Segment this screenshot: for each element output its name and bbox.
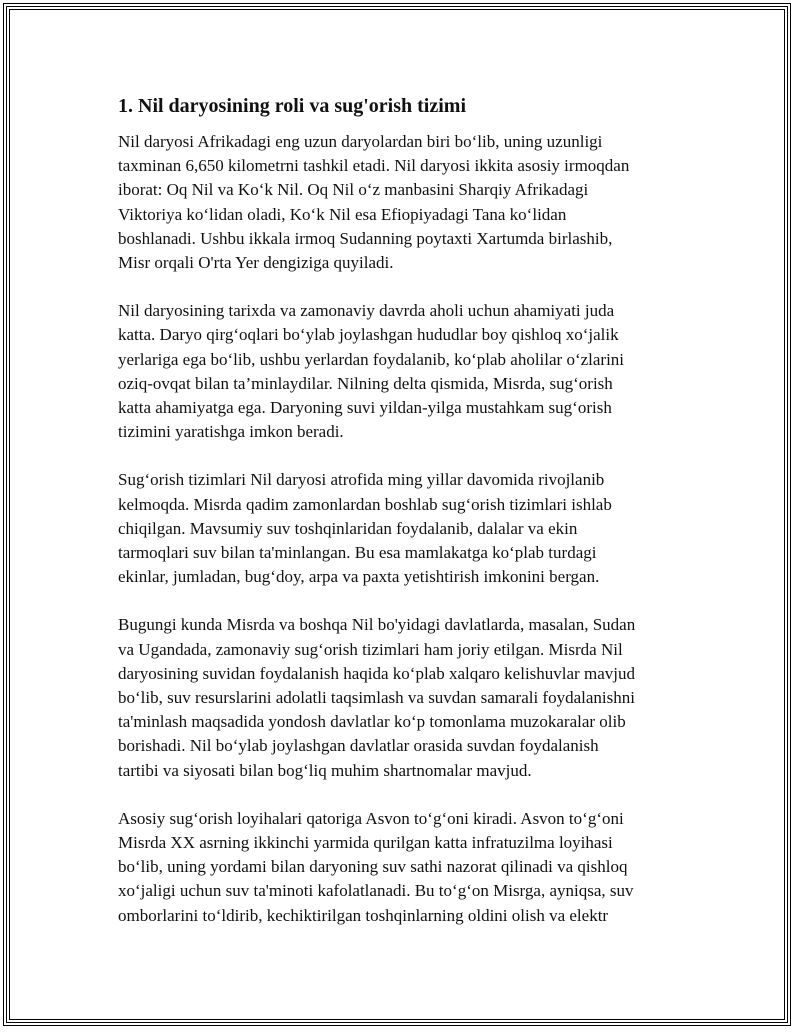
section-heading: 1. Nil daryosining roli va sug'orish tizimi bbox=[118, 95, 466, 117]
paragraph-irrigation-history: Sug‘orish tizimlari Nil daryosi atrofida ming yillar davomida rivojlanib kelmoqda. Misrda qadim zamonlardan boshlab sug‘orish tizimlari ishlab chiqilgan. Mavsumiy suv toshqinlaridan foydalanib, dalalar va ekin tarmoqlari suv bilan ta'minlangan. Bu esa mamlakatga ko‘plab turdagi ekinlar, jumladan, bug‘doy, arpa va paxta yetishtirish imkonini bergan. bbox=[118, 470, 612, 587]
paragraph-modern-irrigation: Bugungi kunda Misrda va boshqa Nil bo'yidagi davlatlarda, masalan, Sudan va Ugandada, zamonaviy sug‘orish tizimlari ham joriy etilgan. Misrda Nil daryosining suvidan foydalanish haqida ko‘plab xalqaro kelishuvlar mavjud bo‘lib, suv resurslarini adolatli taqsimlash va suvdan samarali foydalanishni ta'minlash maqsadida yondosh davlatlar ko‘p tomonlama muzokaralar olib borishadi. Nil bo‘ylab joylashgan davlatlar orasida suvdan foydalanish tartibi va siyosati bilan bog‘liq muhim shartnomalar mavjud. bbox=[118, 615, 636, 780]
paragraph-nile-overview: Nil daryosi Afrikadagi eng uzun daryolardan biri bo‘lib, uning uzunligi taxminan 6,650 kilometrni tashkil etadi. Nil daryosi ikkita asosiy irmoqdan iborat: Oq Nil va Ko‘k Nil. Oq Nil o‘z manbasini Sharqiy Afrikadagi Viktoriya ko‘lidan oladi, Ko‘k Nil esa Efiopiyadagi Tana ko‘lidan boshlanadi. Ushbu ikkala irmoq Sudanning poytaxti Xartumda birlashib, Misr orqali O'rta Yer dengiziga quyiladi. bbox=[118, 132, 630, 273]
document-body bbox=[118, 92, 688, 952]
paragraph-aswan-dam: Asosiy sug‘orish loyihalari qatoriga Asvon to‘g‘oni kiradi. Asvon to‘g‘oni Misrda XX asrning ikkinchi yarmida qurilgan katta infratuzilma loyihasi bo‘lib, uning yordami bilan daryoning suv sathi nazorat qilinadi va qishloq xo‘jaligi uchun suv ta'minoti kafolatlanadi. Bu to‘g‘on Misrga, ayniqsa, suv omborlarini to‘ldirib, kechiktirilgan toshqinlarning oldini olish va elektr bbox=[118, 808, 634, 925]
paragraph-nile-importance: Nil daryosining tarixda va zamonaviy davrda aholi uchun ahamiyati juda katta. Daryo qirg‘oqlari bo‘ylab joylashgan hududlar boy qishloq xo‘jalik yerlariga ega bo‘lib, ushbu yerlardan foydalanib, ko‘plab aholilar o‘zlarini oziq-ovqat bilan ta’minlaydilar. Nilning delta qismida, Misrda, sug‘orish katta ahamiyatga ega. Daryoning suvi yildan-yilga mustahkam sug‘orish tizimini yaratishga imkon beradi. bbox=[118, 301, 625, 442]
